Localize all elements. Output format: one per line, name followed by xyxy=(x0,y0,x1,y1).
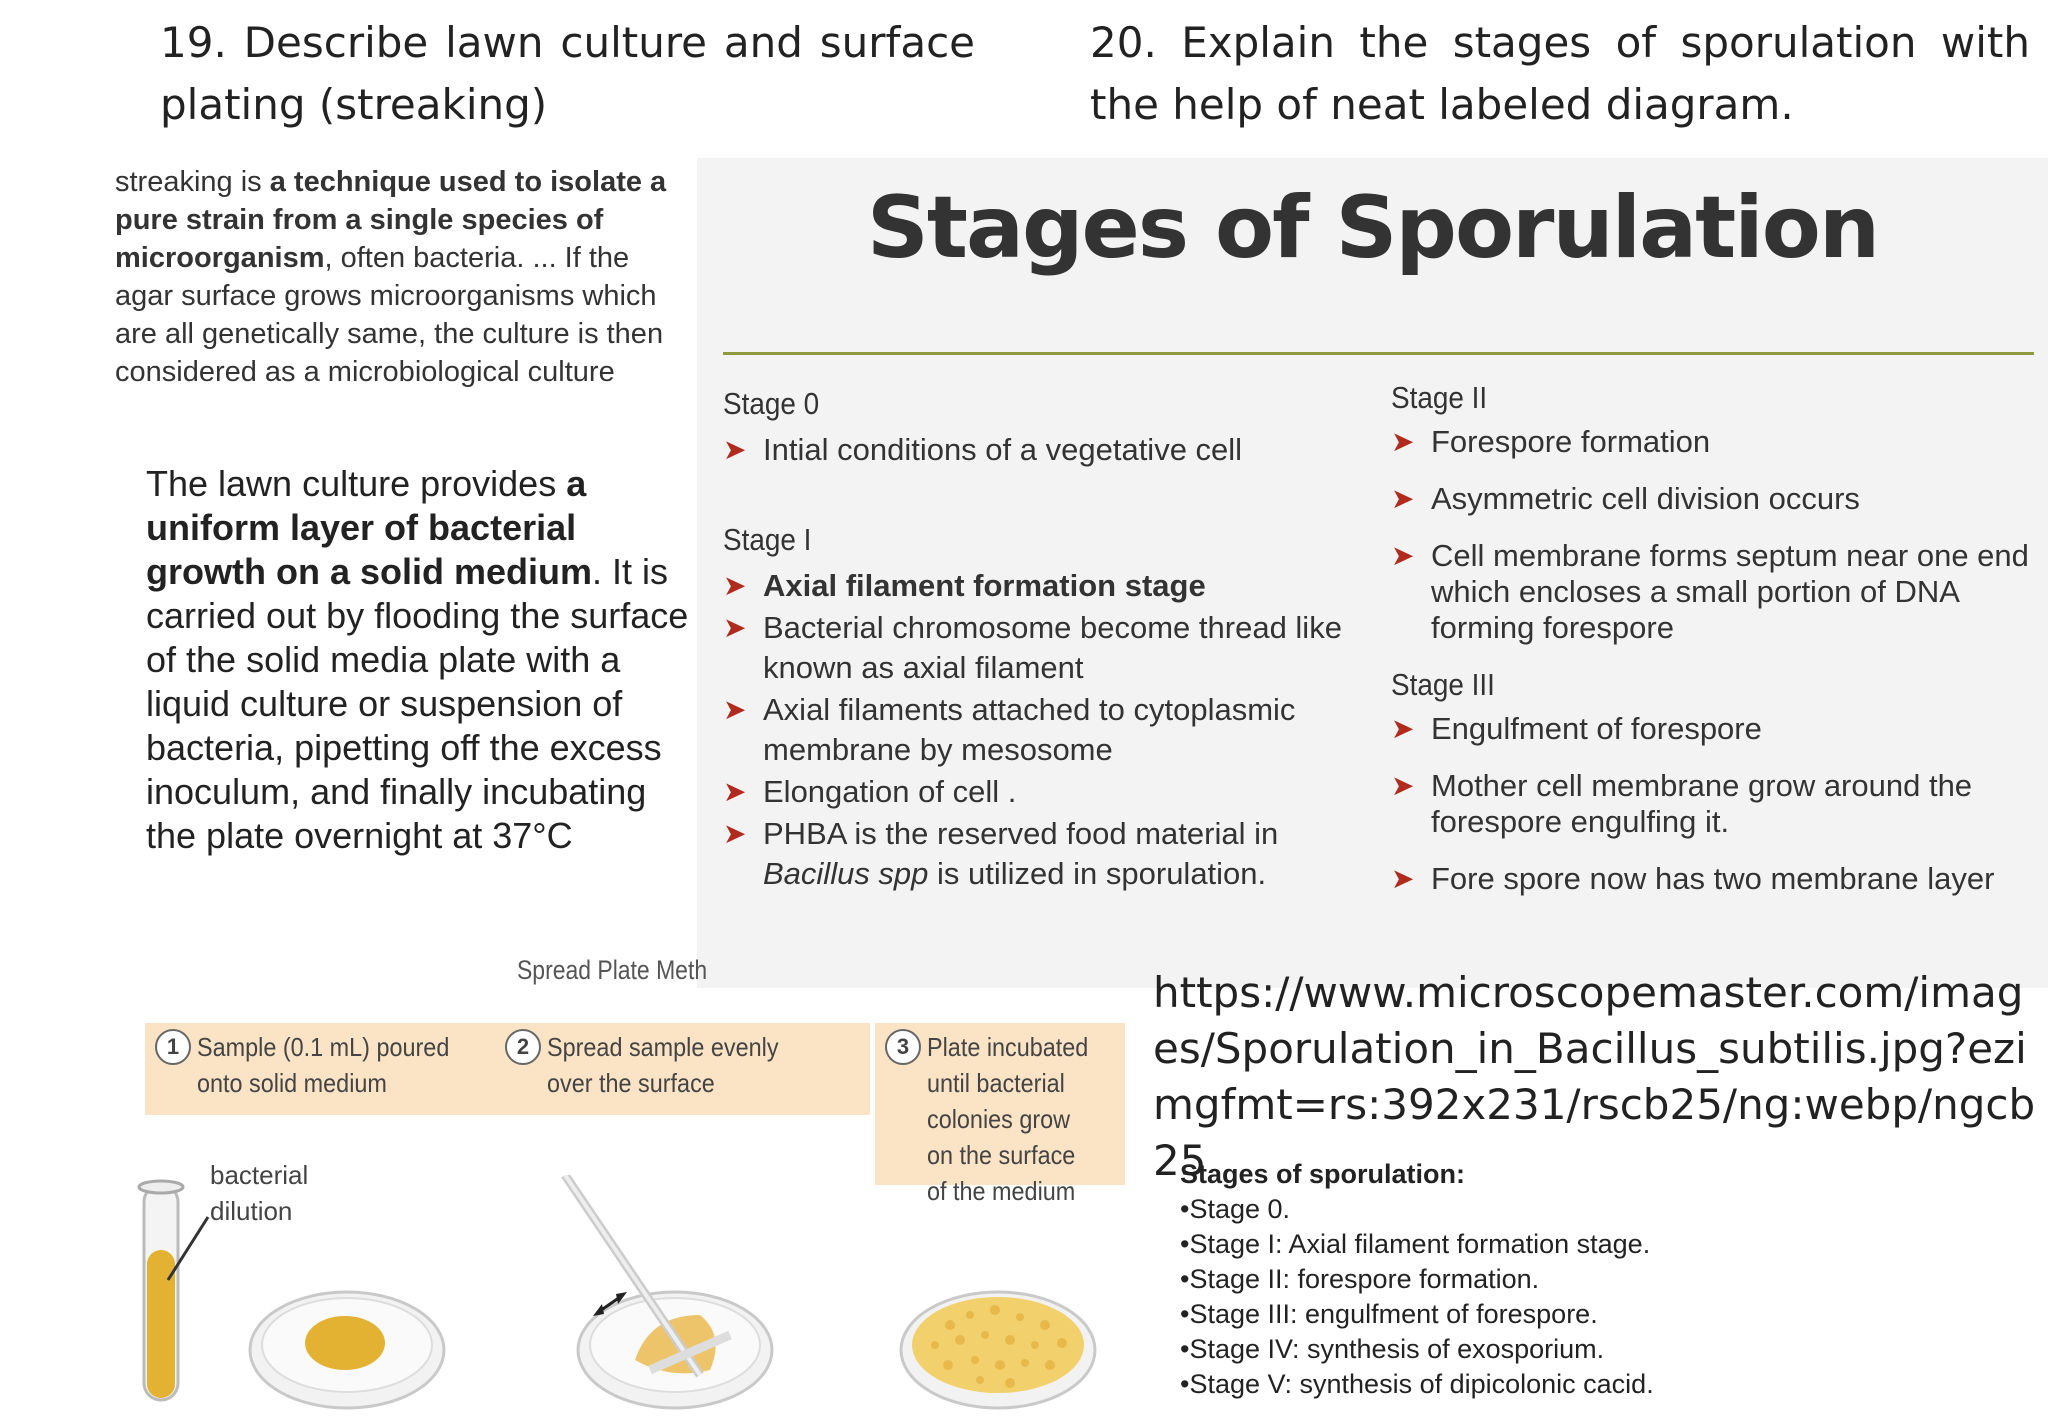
stage-1-bullet xyxy=(723,814,1343,894)
stage-2-list xyxy=(1391,424,2041,646)
spread-plate-illustration xyxy=(90,1175,1140,1418)
stage-1-bullet-bold: Axial filament formation stage xyxy=(763,568,1206,603)
petri-dish-spreading-icon xyxy=(565,1175,772,1408)
spread-plate-title: Spread Plate Meth xyxy=(517,955,708,985)
step-3-label xyxy=(875,1023,1125,1206)
stages-left-column xyxy=(723,386,1343,896)
stage-1-bullet xyxy=(723,566,1343,606)
stage-3-bullet: ➤ Fore spore now has two membrane layer xyxy=(1391,861,2041,897)
summary-title: Stages of sporulation: xyxy=(1180,1159,1466,1189)
question-20: 20. Explain the stages of sporulation with the help of neat labeled diagram. xyxy=(1090,18,2030,129)
tube-label: bacterial dilution xyxy=(210,1160,309,1226)
step-2-text: Spread sample evenly over the surface xyxy=(547,1032,779,1098)
stage-1-bullet: ➤ Bacterial chromosome become thread like known as axial filament xyxy=(723,608,1343,688)
stage-1-bullet: ➤ Elongation of cell . xyxy=(723,772,1343,812)
lawn-bold: a uniform layer of bacterial growth on a solid medium xyxy=(146,463,593,592)
summary-item: • Stage II: forespore formation. xyxy=(1180,1262,2000,1297)
stage-0-bullet: ➤ Intial conditions of a vegetative cell xyxy=(723,430,1343,470)
streaking-suffix: , often bacteria. ... If the agar surface grows microorganisms which are all genetically same, the culture is then considered as a microbiological culture xyxy=(115,242,664,388)
step-3-text: Plate incubated until bacterial colonies grow on the surface of the medium xyxy=(927,1032,1089,1206)
stage-3-bullet: ➤ Engulfment of forespore xyxy=(1391,711,2041,747)
question-19: 19. Describe lawn culture and surface plating (streaking) xyxy=(160,18,975,129)
summary-item: • Stage 0. xyxy=(1180,1192,2000,1227)
source-url: https://www.microscopemaster.com/images/Sporulation_in_Bacillus_subtilis.jpg?ezimgfmt=rs:392x231/rscb25/ng:webp/ngcb25 xyxy=(1153,968,2036,1185)
stage-1-list xyxy=(723,566,1343,894)
spread-plate-diagram xyxy=(90,945,1140,1418)
stage-2-bullet: ➤ Forespore formation xyxy=(1391,424,2041,460)
petri-dish-sample-icon xyxy=(250,1292,444,1408)
sporulation-summary xyxy=(1180,1157,2000,1402)
stage-3-heading: Stage III xyxy=(1391,667,1495,702)
phba-text: PHBA is the reserved food material in xyxy=(763,816,1279,851)
step-1-number: 1 xyxy=(155,1029,191,1065)
summary-item: • Stage I: Axial filament formation stage. xyxy=(1180,1227,2000,1262)
step-1-label xyxy=(145,1023,515,1115)
bacillus-italic: Bacillus spp xyxy=(763,856,929,891)
test-tube-icon xyxy=(139,1181,208,1400)
stage-2-bullet: ➤ Asymmetric cell division occurs xyxy=(1391,481,2041,517)
streaking-prefix: streaking is xyxy=(115,166,270,198)
step-3-number: 3 xyxy=(885,1029,921,1065)
sporulation-figure xyxy=(697,158,2048,988)
stage-3-list xyxy=(1391,711,2041,897)
stage-2-bullet: ➤ Cell membrane forms septum near one end which encloses a small portion of DNA forming forespore xyxy=(1391,538,2041,646)
stage-0-heading: Stage 0 xyxy=(723,386,820,421)
stage-2-heading: Stage II xyxy=(1391,380,1488,415)
step-2-number: 2 xyxy=(505,1029,541,1065)
streaking-bold: a technique used to isolate a pure strain from a single species of microorganism xyxy=(115,166,667,274)
lawn-suffix: . It is carried out by flooding the surface of the solid media plate with a liquid culture or suspension of bacteria, pipetting off the excess inoculum, and finally incubating the plate overnight at 37°C xyxy=(146,551,689,856)
step-1-text: Sample (0.1 mL) poured onto solid medium xyxy=(197,1032,450,1098)
stage-3-bullet: ➤ Mother cell membrane grow around the forespore engulfing it. xyxy=(1391,768,2041,840)
phba-suffix: is utilized in sporulation. xyxy=(928,856,1267,891)
lawn-culture-description xyxy=(146,462,706,858)
stages-right-column xyxy=(1391,380,2041,918)
sporulation-title: Stages of Sporulation xyxy=(866,178,1879,278)
stage-1-bullet: ➤ Axial filaments attached to cytoplasmic membrane by mesosome xyxy=(723,690,1343,770)
streaking-definition xyxy=(115,163,695,391)
summary-item: • Stage V: synthesis of dipicolonic cacid. xyxy=(1180,1367,2000,1402)
summary-item: • Stage IV: synthesis of exosporium. xyxy=(1180,1332,2000,1367)
petri-dish-colonies-icon xyxy=(901,1292,1095,1408)
title-divider xyxy=(723,352,2034,355)
summary-item: • Stage III: engulfment of forespore. xyxy=(1180,1297,2000,1332)
stage-0-list xyxy=(723,430,1343,470)
lawn-prefix: The lawn culture provides xyxy=(146,463,567,504)
summary-list xyxy=(1180,1192,2000,1402)
stage-1-heading: Stage I xyxy=(723,522,812,557)
step-2-label xyxy=(495,1023,870,1115)
